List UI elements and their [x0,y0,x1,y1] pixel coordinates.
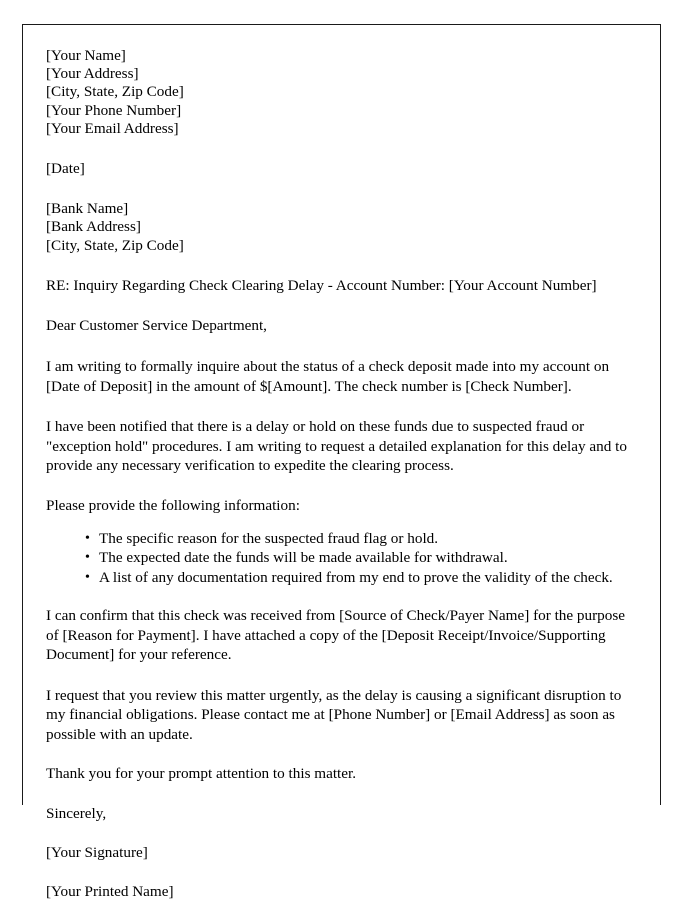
body-paragraph-deposit-inquiry: I am writing to formally inquire about the status of a check deposit made into my account on [Date of Deposit] in the amount of $[Amount]. The check number is [Check Number]. [46,358,610,395]
printed-name-placeholder: [Your Printed Name] [46,883,174,901]
sender-address-line-name: [Your Name] [46,47,126,64]
signature-placeholder: [Your Signature] [46,843,148,861]
list-item-label: A list of any documentation required from my end to prove the validity of the check. [99,568,613,586]
letter-body [46,47,638,901]
bullet-icon: • [85,569,90,585]
list-item [85,568,638,588]
recipient-address-line-city: [City, State, Zip Code] [46,236,184,254]
sender-address-line-phone: [Your Phone Number] [46,101,182,119]
list-intro: Please provide the following information: [46,496,300,514]
list-item-label: The specific reason for the suspected fraud flag or hold. [99,529,439,547]
list-item [85,548,638,568]
document-page [22,24,661,901]
body-paragraph-hold-explanation: I have been notified that there is a delay or hold on these funds due to suspected fraud or "exception hold" procedures. I am writing to request a detailed explanation for this delay and to provide any necessary verification to expedite the clearing process. [46,418,627,475]
closing-thanks: Thank you for your prompt attention to this matter. [46,765,357,783]
body-paragraph-urgency-request: I request that you review this matter urgently, as the delay is causing a significant disruption to my financial obligations. Please contact me at [Phone Number] or [Email Address] as soon as possible with an update. [46,686,622,743]
recipient-address-block [46,200,638,255]
recipient-address-line-bank-name: [Bank Name] [46,200,129,218]
bullet-icon: • [85,550,90,566]
request-list [46,529,638,588]
sender-address-block [46,47,638,138]
sender-address-line-email: [Your Email Address] [46,119,179,137]
subject-line: RE: Inquiry Regarding Check Clearing Delay - Account Number: [Your Account Number] [46,276,597,294]
list-item [85,529,638,549]
list-item-label: The expected date the funds will be made available for withdrawal. [99,549,508,567]
sender-address-line-city: [City, State, Zip Code] [46,83,184,101]
recipient-address-line-bank-address: [Bank Address] [46,218,141,236]
body-paragraph-check-source: I can confirm that this check was received from [Source of Check/Payer Name] for the purpose of [Reason for Payment]. I have attached a copy of the [Deposit Receipt/Invoice/Supporting Document] for your reference. [46,607,626,664]
closing-sign-off: Sincerely, [46,804,107,822]
salutation: Dear Customer Service Department, [46,317,267,335]
letter-date: [Date] [46,160,85,178]
sender-address-line-street: [Your Address] [46,65,139,83]
bullet-icon: • [85,530,90,546]
